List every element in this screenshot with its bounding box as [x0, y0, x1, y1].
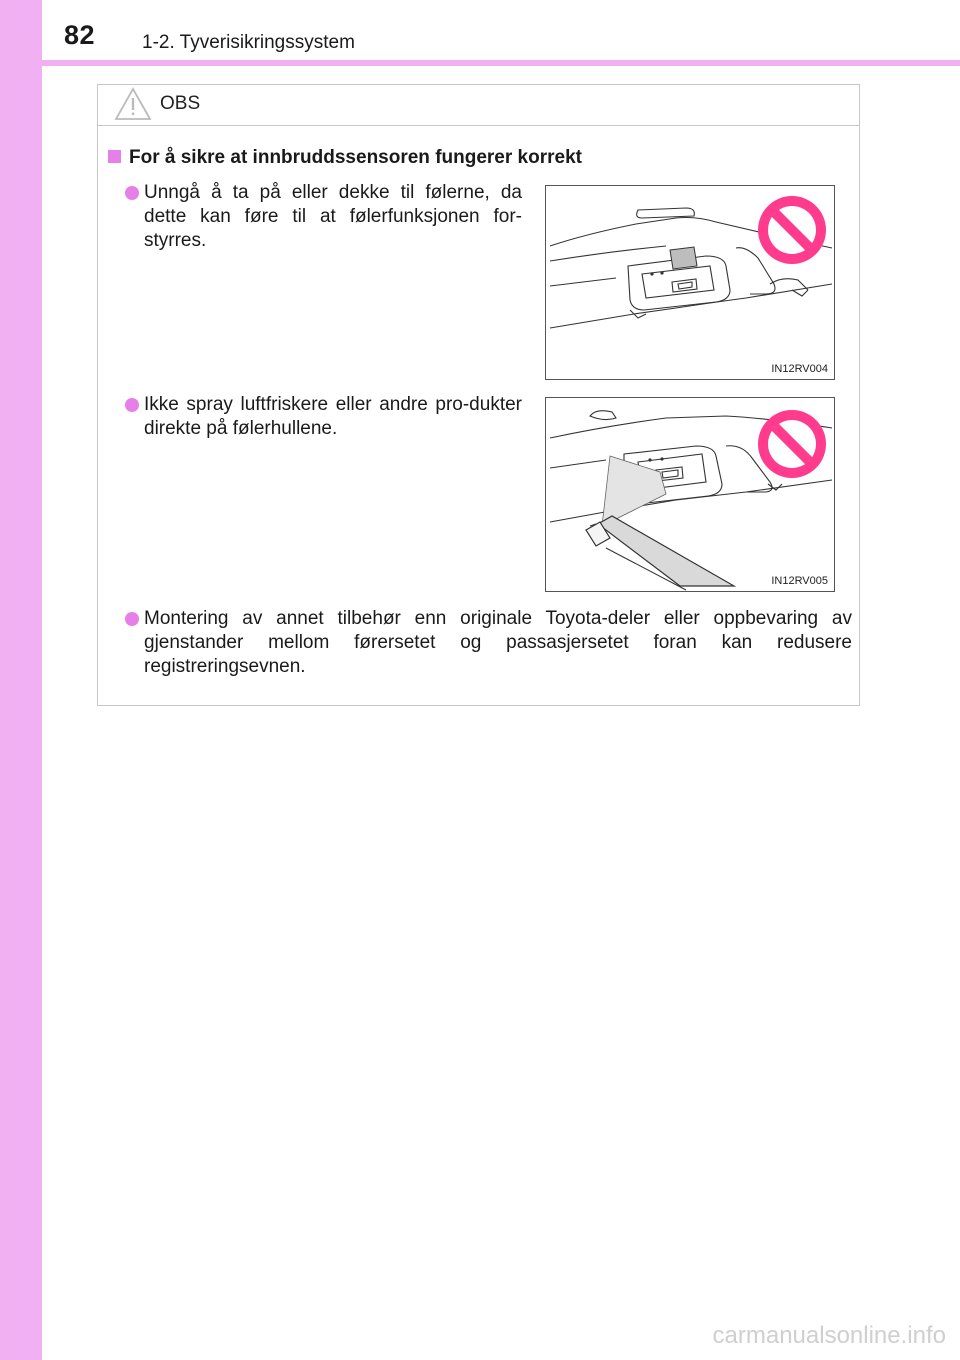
spray-can-illustration [546, 398, 834, 591]
notice-box [97, 84, 860, 706]
list-item-text: Ikke spray luftfriskere eller andre pro-dukter direkte på følerhullene. [144, 394, 522, 439]
watermark: carmanualsonline.info [712, 1322, 946, 1349]
notice-label: OBS [160, 93, 201, 114]
list-item-text: Montering av annet tilbehør enn originale Toyota-deler eller oppbevaring av gjenstander mellom førersetet og passasjersetet foran kan redusere registreringsevnen. [144, 608, 852, 677]
prohibition-icon [758, 410, 826, 478]
prohibition-icon [758, 196, 826, 264]
bullet-dot-icon [125, 186, 139, 200]
notice-subheading-text: For å sikre at innbruddssensoren fungerer korrekt [129, 147, 582, 168]
list-item [144, 181, 522, 253]
square-bullet-icon [108, 150, 121, 163]
bullet-dot-icon [125, 398, 139, 412]
figure-sensor-touch [545, 185, 835, 380]
figure-code: IN12RV004 [771, 363, 828, 375]
list-item [144, 607, 852, 679]
figure-code: IN12RV005 [771, 575, 828, 587]
overhead-console-illustration [546, 186, 834, 379]
header-rule [42, 60, 960, 66]
list-item [144, 393, 522, 441]
section-title: 1-2. Tyverisikringssystem [142, 32, 355, 53]
side-color-tab [0, 0, 42, 1360]
notice-subheading [108, 147, 582, 169]
warning-triangle-icon [114, 87, 152, 121]
page-number: 82 [64, 20, 96, 50]
bullet-dot-icon [125, 612, 139, 626]
figure-spray-warning [545, 397, 835, 592]
notice-header [98, 85, 859, 126]
list-item-text: Unngå å ta på eller dekke til følerne, da dette kan føre til at følerfunksjonen for-styrres. [144, 182, 522, 251]
